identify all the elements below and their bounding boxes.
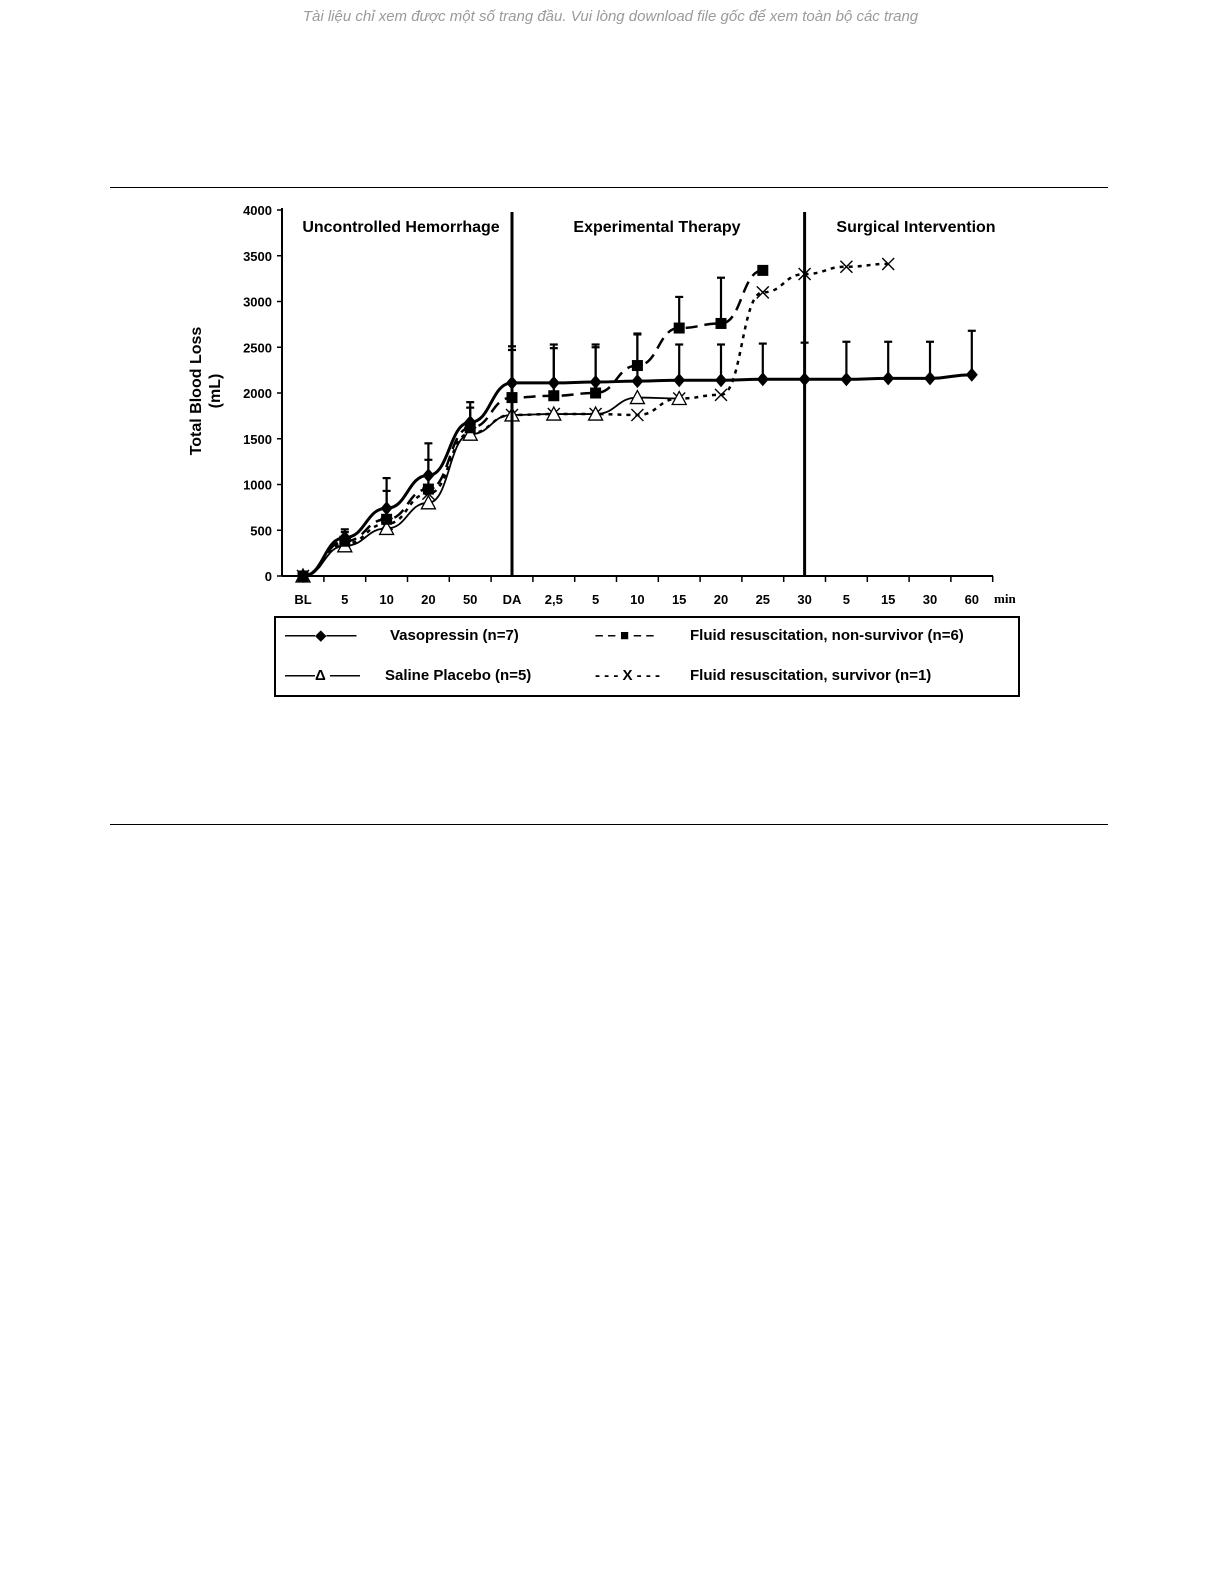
x-tick-label: 5 xyxy=(591,592,600,607)
vasopressin-point xyxy=(422,468,434,482)
y-tick-label: 3500 xyxy=(243,248,272,264)
series-line-2 xyxy=(303,398,679,576)
blood-loss-chart xyxy=(0,0,1221,720)
survivor-point xyxy=(882,258,894,270)
x-axis-unit: min xyxy=(994,591,1016,606)
legend-survivor: Fluid resuscitation, survivor (n=1) xyxy=(690,667,932,684)
y-tick-label: 1000 xyxy=(243,477,272,493)
y-tick-label: 2000 xyxy=(243,386,272,401)
series-line-1 xyxy=(303,270,763,576)
nonsurvivor-point xyxy=(757,265,768,276)
x-tick-label: 10 xyxy=(379,592,394,607)
x-tick-label: 5 xyxy=(341,592,349,607)
vasopressin-point xyxy=(882,371,894,385)
x-tick-label: 25 xyxy=(755,592,771,607)
x-tick-label: 30 xyxy=(922,592,938,607)
vasopressin-point xyxy=(924,371,936,385)
nonsurvivor-point xyxy=(590,388,601,399)
preview-notice: Tài liệu chỉ xem được một số trang đầu. Vui lòng download file gốc để xem toàn bộ các trang xyxy=(302,8,919,25)
vasopressin-point xyxy=(590,375,602,389)
phase-label-hemorrhage: Uncontrolled Hemorrhage xyxy=(302,219,500,236)
legend-nonsurvivor: Fluid resuscitation, non-survivor (n=6) xyxy=(690,627,964,644)
vasopressin-point xyxy=(966,368,978,382)
nonsurvivor-point xyxy=(674,323,685,334)
vasopressin-point xyxy=(631,374,643,388)
x-tick-label: 20 xyxy=(713,592,729,607)
vasopressin-point xyxy=(548,376,560,390)
nonsurvivor-point xyxy=(548,390,559,401)
legend xyxy=(275,617,1019,696)
legend-survivor-prefix: - - - X - - - xyxy=(595,667,660,684)
vasopressin-point xyxy=(840,372,852,386)
nonsurvivor-point xyxy=(632,360,643,371)
x-tick-label: 20 xyxy=(421,592,436,607)
vasopressin-point xyxy=(673,373,685,387)
x-tick-label: 50 xyxy=(462,592,478,607)
nonsurvivor-point xyxy=(716,318,727,329)
x-tick-label: 15 xyxy=(880,592,896,607)
vasopressin-point xyxy=(381,501,393,515)
legend-vasopressin-prefix: ——◆—— xyxy=(285,627,357,644)
x-tick-label: 60 xyxy=(964,592,980,607)
phase-label-therapy: Experimental Therapy xyxy=(573,219,741,236)
y-tick-label: 1500 xyxy=(243,431,272,447)
vasopressin-point xyxy=(757,372,769,386)
phase-label-surgical: Surgical Intervention xyxy=(836,219,996,236)
y-tick-label: 3000 xyxy=(243,294,272,310)
y-axis-unit-label: (mL) xyxy=(207,373,224,409)
x-tick-label: 10 xyxy=(630,592,645,607)
legend-placebo: Saline Placebo (n=5) xyxy=(385,667,532,684)
vasopressin-point xyxy=(715,373,727,387)
nonsurvivor-point xyxy=(423,484,434,495)
y-tick-label: 4000 xyxy=(243,203,272,218)
bottom-rule xyxy=(110,824,1108,825)
x-tick-label: 5 xyxy=(842,592,851,607)
legend-vasopressin: Vasopressin (n=7) xyxy=(390,627,519,644)
x-tick-label: 2,5 xyxy=(544,592,563,607)
x-tick-label: 30 xyxy=(797,592,812,607)
x-tick-label: 15 xyxy=(671,592,687,607)
y-tick-label: 500 xyxy=(250,523,272,539)
nonsurvivor-point xyxy=(381,514,392,525)
legend-placebo-prefix: ——Δ —— xyxy=(285,667,360,684)
y-tick-label: 2500 xyxy=(243,340,272,356)
y-tick-label: 0 xyxy=(264,569,272,584)
legend-nonsurvivor-prefix: – – ■ – – xyxy=(595,627,655,644)
survivor-point xyxy=(631,409,643,421)
y-axis-label: Total Blood Loss xyxy=(188,326,205,456)
series-line-0 xyxy=(303,375,972,576)
x-tick-label: BL xyxy=(294,592,312,607)
x-tick-label: DA xyxy=(502,592,522,607)
